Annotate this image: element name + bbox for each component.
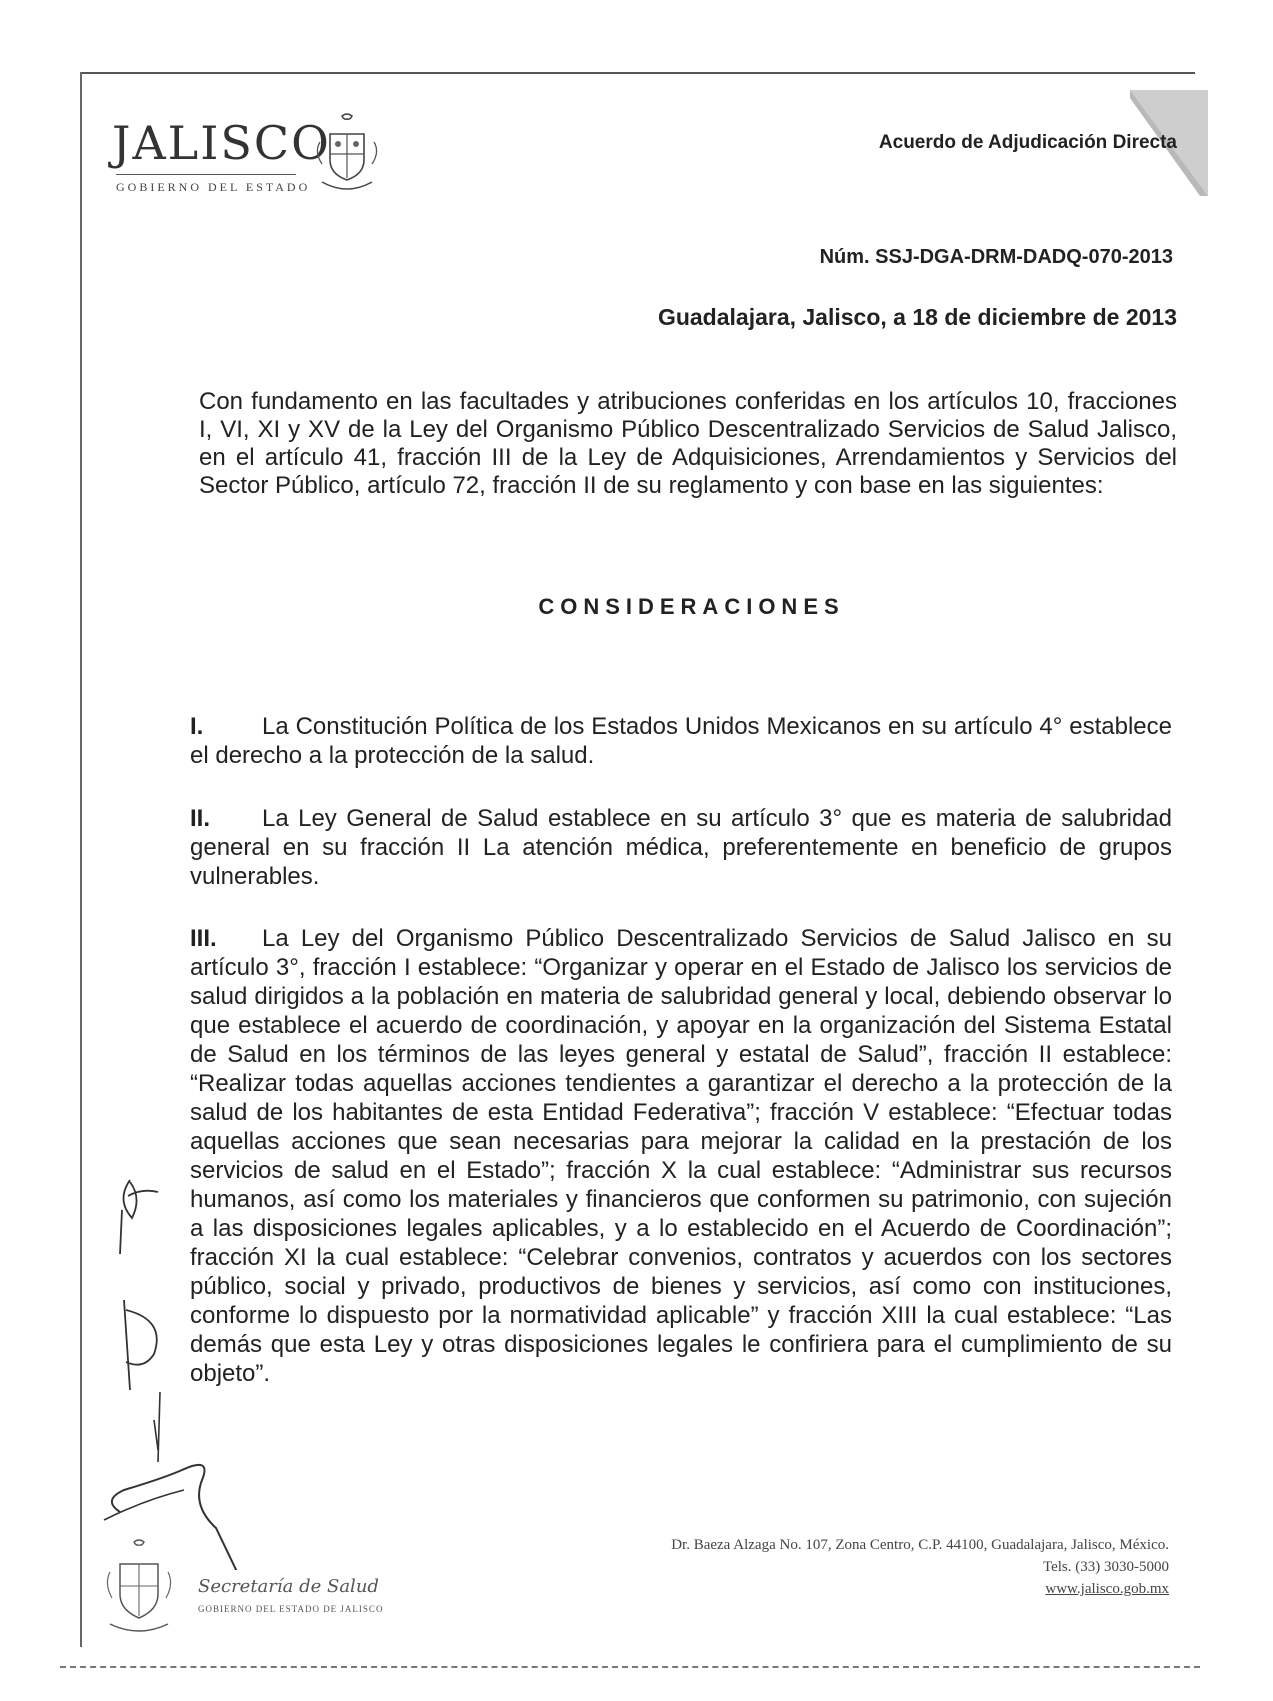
clause-number: III. <box>190 925 217 952</box>
document-number: Núm. SSJ-DGA-DRM-DADQ-070-2013 <box>819 246 1173 268</box>
footer-address-line: Dr. Baeza Alzaga No. 107, Zona Centro, C.P. 44100, Guadalajara, Jalisco, México. <box>671 1537 1169 1553</box>
scan-border-bottom <box>60 1666 1200 1668</box>
logo-wordmark: JALISCO <box>112 116 331 170</box>
footer-phone: Tels. (33) 3030-5000 <box>1042 1559 1169 1575</box>
footer-website-link[interactable]: www.jalisco.gob.mx <box>1045 1581 1169 1597</box>
document-type: Acuerdo de Adjudicación Directa <box>878 132 1177 153</box>
clause-1 <box>190 712 1172 770</box>
clause-number: I. <box>190 713 204 740</box>
clause-2 <box>190 804 1172 891</box>
clause-3 <box>190 924 1172 1388</box>
footer-brand: Secretaría de Salud <box>198 1576 379 1597</box>
clause-text: La Ley del Organismo Público Descentralizado Servicios de Salud Jalisco en su artículo 3°, fracción I establece: “Organizar y operar en el Estado de Jalisco los servicios de salud dirigidos a la población en materia de salubridad general y local, debiendo observar lo que establece el acuerdo de coordinación, y apoyar en la organización del Sistema Estatal de Salud en los términos de las leyes general y estatal de Salud”, fracción II establece: “Realizar todas aquellas acciones tendientes a garantizar el derecho a la protección de la salud de los habitantes de esta Entidad Federativa”; fracción V establece: “Efectuar todas aquellas acciones que sean necesarias para mejorar la calidad en la prestación de los servicios de salud en el Estado”; fracción X la cual establece: “Administrar sus recursos humanos, así como los materiales y financieros que conformen su patrimonio, con sujeción a las disposiciones legales aplicables, y a lo establecido en el Acuerdo de Coordinación”; fracción XI la cual establece: “Celebrar convenios, contratos y acuerdos con los sectores público, social y privado, productivos de bienes y servicios, así como con instituciones, conforme lo dispuesto por la normatividad aplicable” y fracción XIII la cual establece: “Las demás que esta Ley y otras disposiciones legales le confiriera para el cumplimiento de su objeto”. <box>190 925 1172 1387</box>
logo-subtitle: GOBIERNO DEL ESTADO <box>116 180 311 194</box>
scan-border-top <box>80 72 1195 74</box>
clause-number: II. <box>190 805 211 832</box>
jalisco-logo <box>112 108 392 198</box>
section-heading: CONSIDERACIONES <box>538 594 845 619</box>
state-crest-icon <box>312 112 382 194</box>
footer-crest-icon <box>100 1536 178 1636</box>
place-and-date: Guadalajara, Jalisco, a 18 de diciembre de 2013 <box>657 304 1177 330</box>
clause-text: La Ley General de Salud establece en su artículo 3° que es materia de salubridad general en su fracción II La atención médica, preferentemente en beneficio de grupos vulnerables. <box>190 805 1172 890</box>
intro-paragraph: Con fundamento en las facultades y atribuciones conferidas en los artículos 10, fracciones I, VI, XI y XV de la Ley del Organismo Público Descentralizado Servicios de Salud Jalisco, en el artículo 41, fracción III de la Ley de Adquisiciones, Arrendamientos y Servicios del Sector Público, artículo 72, fracción II de su reglamento y con base en las siguientes: <box>199 388 1177 499</box>
margin-initials-1 <box>100 1150 180 1260</box>
clause-text: La Constitución Política de los Estados Unidos Mexicanos en su artículo 4° establece el derecho a la protección de la salud. <box>190 713 1172 769</box>
footer-contact <box>671 1534 1169 1600</box>
logo-rule <box>116 174 296 175</box>
footer-brand-subtitle: GOBIERNO DEL ESTADO DE JALISCO <box>198 1604 384 1614</box>
scan-border-left <box>80 72 82 1647</box>
